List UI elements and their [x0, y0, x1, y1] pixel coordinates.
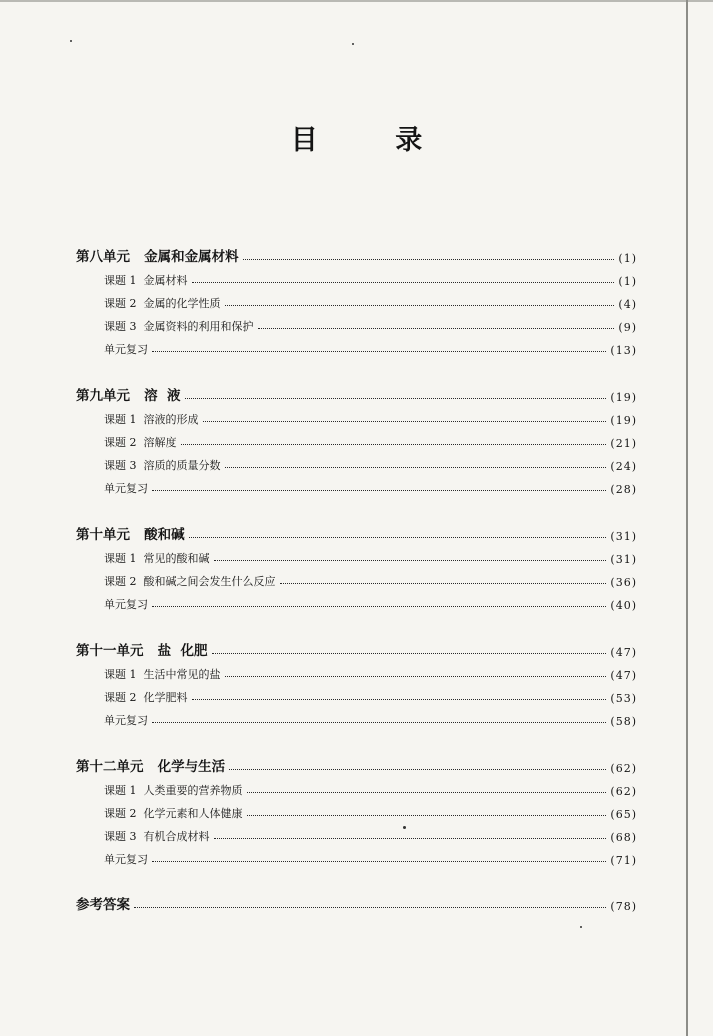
toc-entry-label: 课题 1 溶液的形成 — [104, 413, 199, 426]
toc-entry-label: 课题 1 金属材料 — [104, 274, 188, 287]
toc-entry-page-number: (1) — [618, 275, 637, 288]
toc-entry-label: 课题 2 化学元素和人体健康 — [104, 807, 243, 820]
toc-entry-page-number: (47) — [610, 669, 637, 682]
dot-leader — [225, 675, 607, 677]
toc-unit-entry — [76, 753, 637, 775]
toc-entry-page-number: (31) — [610, 553, 637, 566]
dot-leader — [185, 397, 607, 399]
dot-leader — [212, 652, 607, 654]
toc-entry-page-number: (71) — [610, 854, 637, 867]
toc-entry-label: 单元复习 — [104, 343, 148, 356]
dot-leader — [152, 721, 606, 723]
toc-entry-label: 第十单元 酸和碱 — [76, 527, 185, 543]
toc-lesson-entry — [104, 428, 637, 450]
dot-leader — [192, 281, 615, 283]
dot-leader — [152, 489, 606, 491]
toc-entry-page-number: (9) — [618, 321, 637, 334]
toc-lesson-entry — [104, 590, 637, 612]
toc-lesson-entry — [104, 845, 637, 867]
dot-leader — [192, 698, 607, 700]
toc-entry-label: 第十二单元 化学与生活 — [76, 759, 226, 775]
toc-entry-page-number: (36) — [610, 576, 637, 589]
dot-leader — [229, 768, 606, 770]
toc-entry-page-number: (31) — [610, 530, 637, 543]
dot-leader — [225, 466, 607, 468]
toc-lesson-entry — [104, 660, 637, 682]
toc-lesson-entry — [104, 683, 637, 705]
toc-entry-label: 单元复习 — [104, 714, 148, 727]
toc-entry-label: 课题 3 金属资料的利用和保护 — [104, 320, 254, 333]
toc-entry-label: 课题 3 有机合成材料 — [104, 830, 210, 843]
toc-entry-page-number: (68) — [610, 831, 637, 844]
toc-entry-label: 课题 2 化学肥料 — [104, 691, 188, 704]
dot-leader — [134, 906, 606, 908]
dot-leader — [243, 258, 615, 260]
toc-entry-label: 课题 1 常见的酸和碱 — [104, 552, 210, 565]
toc-entry-label: 课题 3 溶质的质量分数 — [104, 459, 221, 472]
toc-entry-label: 单元复习 — [104, 482, 148, 495]
scan-speck — [70, 40, 72, 42]
toc-lesson-entry — [104, 776, 637, 798]
dot-leader — [181, 443, 607, 445]
toc-entry-page-number: (53) — [610, 692, 637, 705]
dot-leader — [247, 791, 607, 793]
dot-leader — [152, 605, 606, 607]
toc-lesson-entry — [104, 312, 637, 334]
toc-entry-label: 第九单元 溶 液 — [76, 388, 181, 404]
toc-lesson-entry — [104, 451, 637, 473]
toc-lesson-entry — [104, 405, 637, 427]
toc-lesson-entry — [104, 567, 637, 589]
toc-lesson-entry — [104, 266, 637, 288]
toc-unit-entry — [76, 382, 637, 404]
toc-lesson-entry — [104, 544, 637, 566]
toc-entry-label: 课题 1 人类重要的营养物质 — [104, 784, 243, 797]
toc-unit-entry — [76, 243, 637, 265]
dot-leader — [214, 559, 607, 561]
toc-lesson-entry — [104, 799, 637, 821]
scan-speck — [352, 43, 354, 45]
toc-lesson-entry — [104, 822, 637, 844]
toc-entry-page-number: (1) — [618, 252, 637, 265]
toc-entry-label: 单元复习 — [104, 853, 148, 866]
dot-leader — [258, 327, 615, 329]
toc-entry-label: 课题 1 生活中常见的盐 — [104, 668, 221, 681]
toc-entry-page-number: (19) — [610, 391, 637, 404]
toc-unit-entry — [76, 637, 637, 659]
toc-entry-page-number: (24) — [610, 460, 637, 473]
toc-entry-label: 第八单元 金属和金属材料 — [76, 249, 239, 265]
toc-entry-label: 课题 2 金属的化学性质 — [104, 297, 221, 310]
scan-speck — [580, 926, 582, 928]
toc-lesson-entry — [104, 706, 637, 728]
toc-entry-page-number: (28) — [610, 483, 637, 496]
toc-entry-page-number: (62) — [610, 785, 637, 798]
page-title: 目 录 — [290, 125, 457, 156]
toc-entry-page-number: (40) — [610, 599, 637, 612]
toc-entry-page-number: (21) — [610, 437, 637, 450]
dot-leader — [152, 860, 606, 862]
toc-entry-page-number: (62) — [610, 762, 637, 775]
toc-entry-label: 课题 2 酸和碱之间会发生什么反应 — [104, 575, 276, 588]
dot-leader — [152, 350, 606, 352]
toc-entry-page-number: (65) — [610, 808, 637, 821]
dot-leader — [280, 582, 607, 584]
toc-entry-page-number: (13) — [610, 344, 637, 357]
toc-lesson-entry — [104, 474, 637, 496]
toc-entry-label: 课题 2 溶解度 — [104, 436, 177, 449]
toc-answers-entry — [76, 891, 637, 913]
toc-lesson-entry — [104, 289, 637, 311]
dot-leader — [203, 420, 607, 422]
dot-leader — [189, 536, 607, 538]
toc-entry-label: 参考答案 — [76, 897, 130, 913]
page-top-edge — [0, 0, 713, 2]
toc-entry-label: 第十一单元 盐 化肥 — [76, 643, 208, 659]
toc-entry-page-number: (19) — [610, 414, 637, 427]
toc-entry-label: 单元复习 — [104, 598, 148, 611]
toc-entry-page-number: (47) — [610, 646, 637, 659]
toc-entry-page-number: (4) — [618, 298, 637, 311]
dot-leader — [214, 837, 607, 839]
dot-leader — [247, 814, 607, 816]
toc-lesson-entry — [104, 335, 637, 357]
dot-leader — [225, 304, 615, 306]
toc-unit-entry — [76, 521, 637, 543]
toc-entry-page-number: (78) — [610, 900, 637, 913]
toc-entry-page-number: (58) — [610, 715, 637, 728]
